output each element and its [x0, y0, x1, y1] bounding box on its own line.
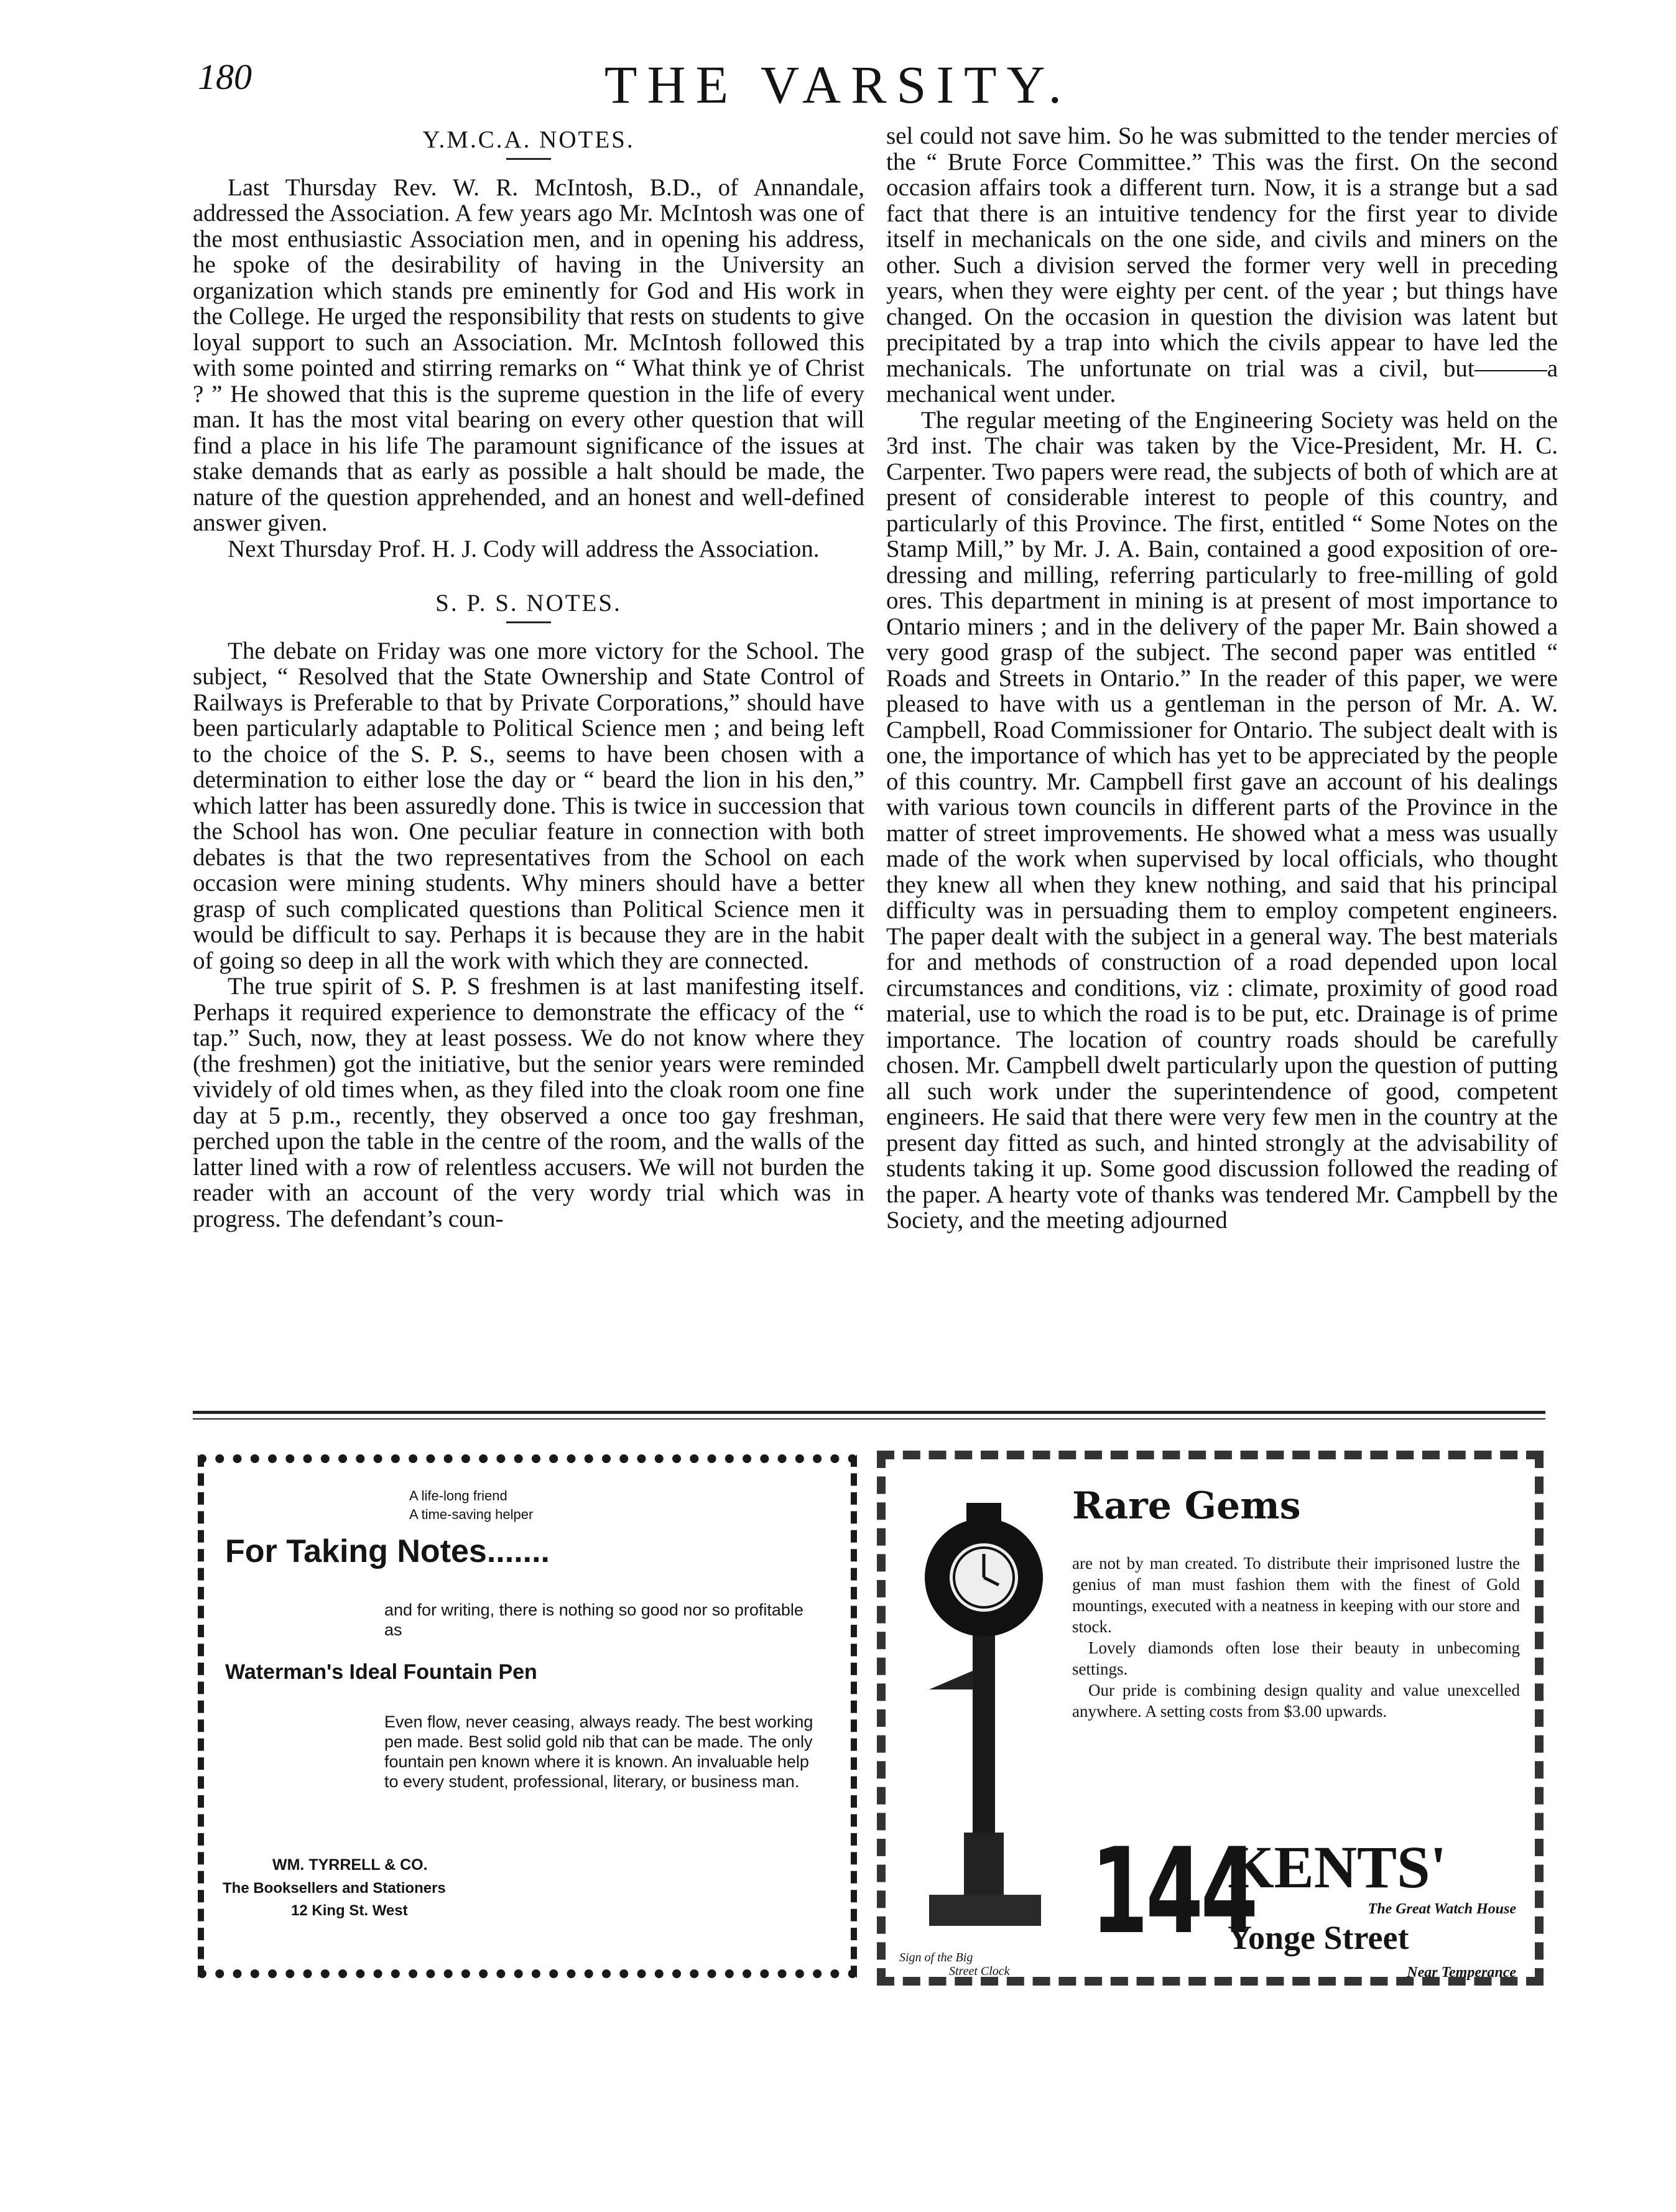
gems-para: Our pride is combining design quality and value unexcelled anywhere. A setting costs from $3.00 upwards.	[1072, 1681, 1520, 1721]
sps-continuation: sel could not save him. So he was submitted to the tender mercies of the “ Brute Force Committee.” This was the first. On the second occasion affairs took a different turn. Now, it is a strange but a sad fact that there is an intuitive tendency for the first year to divide itself in mechanicals on the one side, and civils and miners on the other. Such a division served the former very well in preceding years, when they were eighty per cent. of the year ; but things have changed. On the occasion in question the division was latent but precipitated by a trap into which the civils appear to have led the mechanicals. The unfortunate on trial was a civil, but———a mechanical went under.	[886, 123, 1558, 407]
ad-seller: WM. TYRRELL & CO.	[272, 1856, 428, 1874]
page-number: 180	[198, 57, 252, 97]
engineering-society-paragraph: The regular meeting of the Engineering Society was held on the 3rd inst. The chair was taken by the Vice-President, Mr. H. C. Carpenter. Two papers were read, the subjects of both of which are at present of considerable interest to people of this country, and particularly of this Province. The first, entitled “ Some Notes on the Stamp Mill,” by Mr. J. A. Bain, contained a good exposition of ore-dressing and milling, referring particularly to free-milling of gold ores. This department in mining is at present of most importance to Ontario miners ; and in the delivery of the paper Mr. Bain showed a very good grasp of the subject. The second paper was entitled “ Roads and Streets in Ontario.” In the reader of this paper, we were pleased to have with us a gentleman in the person of Mr. A. W. Campbell, Road Commissioner for Ontario. The subject dealt with is one, the importance of which has yet to be appreciated by the people of this country. Mr. Campbell first gave an account of his dealings with various town councils in different parts of the Province in the matter of street improvements. He showed what a mess was usually made of the work when supervised by local officials, who thought they knew all when they knew nothing, and said that his principal difficulty was in persuading them to employ competent engineers. The paper dealt with the subject in a general way. The best materials for and methods of construction of a road depended upon local circumstances and conditions, viz : climate, proximity of good road material, use to which the road is to be put, etc. Drainage is of prime importance. The location of country roads should be carefully chosen. Mr. Campbell dwelt particularly upon the question of putting all such work under the superintendence of good, competent engineers. He said that there were very few men in the country at the present day fitted as such, and hinted strongly at the advisability of students taking it up. Some good discussion followed the reading of the paper. A hearty vote of thanks was tendered Mr. Campbell by the Society, and the meeting adjourned	[886, 406, 1558, 1234]
clock-caption	[899, 1951, 1061, 1978]
spacer	[193, 562, 864, 587]
kents-street: Yonge Street	[1228, 1919, 1409, 1956]
gems-title: Rare Gems	[1072, 1484, 1301, 1528]
section-rule	[193, 1411, 1545, 1414]
ymca-paragraph: Next Thursday Prof. H. J. Cody will address the Association.	[228, 535, 820, 562]
street-clock-illustration	[904, 1484, 1066, 1945]
ad-seller-desc: The Booksellers and Stationers	[223, 1880, 446, 1897]
ad-headline: For Taking Notes.......	[225, 1533, 550, 1569]
section-rule	[193, 1418, 1545, 1420]
ad-product: Waterman's Ideal Fountain Pen	[225, 1660, 537, 1684]
kents-brand: KENTS'	[1228, 1834, 1447, 1900]
ymca-heading: Y.M.C.A. NOTES.	[422, 126, 635, 153]
street-number: 144	[1091, 1823, 1256, 1960]
sps-heading: S. P. S. NOTES.	[435, 590, 622, 616]
sps-paragraph: The true spirit of S. P. S freshmen is at last manifesting itself. Perhaps it required experience to demonstrate the efficacy of the “ tap.” Such, now, they at least possess. We do not know where they (the freshmen) got the initiative, but the senior years were reminded vividely of old times when, as they filed into the cloak room one fine day at 5 p.m., recently, they observed a once too gay freshman, perched upon the table in the centre of the room, and the walls of the latter lined with a row of relentless accusers. We will not burden the reader with an account of the very wordy trial which was in progress. The defendant’s coun-	[193, 973, 864, 1232]
ad-body: Even flow, never ceasing, always ready. The best working pen made. Best solid gold nib that can be made. The only fountain pen known where it is known. An invaluable help to every student, professional, literary, or business man.	[384, 1712, 813, 1791]
gems-para: are not by man created. To distribute their imprisoned lustre the genius of man must fashion them with the finest of Gold mountings, executed with a neatness in keeping with our store and stock.	[1072, 1554, 1520, 1636]
left-column	[193, 123, 864, 1232]
kents-tagline: The Great Watch House	[1368, 1901, 1516, 1917]
waterman-ad	[198, 1454, 857, 1978]
ad-tagline-1: A life-long friend	[409, 1488, 507, 1503]
caption-line-1: Sign of the Big	[899, 1951, 973, 1964]
right-column	[886, 123, 1558, 1234]
ad-lead: and for writing, there is nothing so good nor so profitable as	[384, 1601, 803, 1639]
masthead: THE VARSITY.	[604, 55, 1072, 114]
gems-body	[1072, 1553, 1520, 1722]
sps-paragraph: The debate on Friday was one more victory for the School. The subject, “ Resolved that the State Ownership and State Control of Railways is Preferable to that by Private Corporations,” should have been particularly adaptable to Political Science men ; and being left to the choice of the S. P. S., seems to have been chosen with a determination to either lose the day or “ beard the lion in his den,” which latter has been assuredly done. This is twice in succession that the School has won. One peculiar feature in connection with both debates is that the two representatives from the School on each occasion were mining students. Why miners should have a better grasp of such complicated questions than Political Science men it would be difficult to say. Perhaps it is because they are in the habit of going so deep in all the work with which they are connected.	[193, 637, 864, 974]
kents-ad	[877, 1451, 1544, 1986]
heading-rule	[506, 621, 551, 623]
ad-tagline-2: A time-saving helper	[409, 1507, 534, 1522]
ymca-paragraph: Last Thursday Rev. W. R. McIntosh, B.D., of Annandale, addressed the Association. A few years ago Mr. McIntosh was one of the most enthusiastic Association men, and in opening his address, he spoke of the desirability of having in the University an organization which stands pre eminently for God and His work in the College. He urged the responsibility that rests on students to give loyal support to such an Association. Mr. McIntosh followed this with some pointed and stirring remarks on “ What think ye of Christ ? ” He showed that this is the supreme question in the life of every man. It has the most vital bearing on every other question that will find a place in his life The paramount significance of the issues at stake demands that as early as possible a halt should be made, the nature of the question apprehended, and an honest and well-defined answer given.	[193, 174, 864, 536]
caption-line-2: Street Clock	[949, 1964, 1010, 1978]
gems-para: Lovely diamonds often lose their beauty in unbecoming settings.	[1072, 1638, 1520, 1678]
ad-address: 12 King St. West	[291, 1902, 408, 1919]
heading-rule	[506, 158, 551, 160]
kents-near: Near Temperance	[1407, 1964, 1516, 1981]
